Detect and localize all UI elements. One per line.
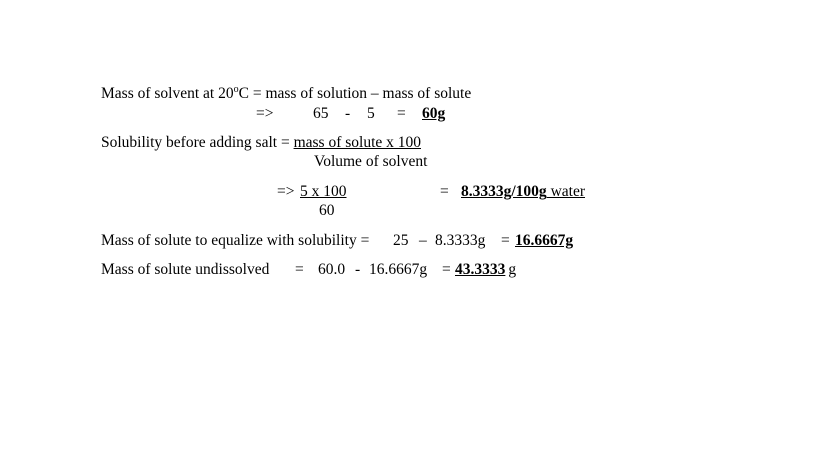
line-solvent-mass <box>101 86 471 102</box>
degree-symbol: o <box>233 84 239 95</box>
solubility-result <box>461 184 585 200</box>
value-25: 25 <box>393 232 409 249</box>
value-5: 5 <box>367 105 375 122</box>
value-16-6667g: 16.6667g <box>369 261 428 278</box>
result-16-6667g: 16.6667g <box>515 232 574 249</box>
minus-1: - <box>345 105 351 122</box>
value-65: 65 <box>313 105 329 122</box>
solubility-label: Solubility before adding salt = <box>101 134 294 151</box>
value-60-0: 60.0 <box>318 261 346 278</box>
solubility-result-value: 8.3333g/100g <box>461 183 547 200</box>
line1-pre: Mass of solvent at 20 <box>101 85 234 102</box>
result-43-3333-value: 43.3333 <box>455 261 506 278</box>
value-8-3333g: 8.3333g <box>435 232 486 249</box>
fraction-numerator: 5 x 100 <box>300 183 347 200</box>
solubility-numerator: mass of solute x 100 <box>293 134 421 151</box>
line-solubility <box>101 135 421 151</box>
result-60g: 60g <box>422 105 446 122</box>
solubility-denominator: Volume of solvent <box>314 153 428 170</box>
line1-post: C = mass of solution – mass of solute <box>238 85 472 102</box>
equals-1: = <box>397 105 406 122</box>
solubility-result-unit: water <box>546 183 585 200</box>
fraction-denominator: 60 <box>319 202 335 219</box>
equals-4: = <box>295 261 304 278</box>
arrow-1: => <box>256 105 274 122</box>
minus-2: – <box>419 232 427 249</box>
equalize-label: Mass of solute to equalize with solubility = <box>101 232 370 249</box>
equals-5: = <box>442 261 451 278</box>
arrow-2: => <box>277 183 295 200</box>
equals-3: = <box>501 232 510 249</box>
undissolved-label: Mass of solute undissolved <box>101 261 270 278</box>
result-43-3333g <box>455 262 516 278</box>
equals-2: = <box>440 183 449 200</box>
result-43-3333-unit: g <box>508 261 517 278</box>
minus-3: - <box>355 261 361 278</box>
